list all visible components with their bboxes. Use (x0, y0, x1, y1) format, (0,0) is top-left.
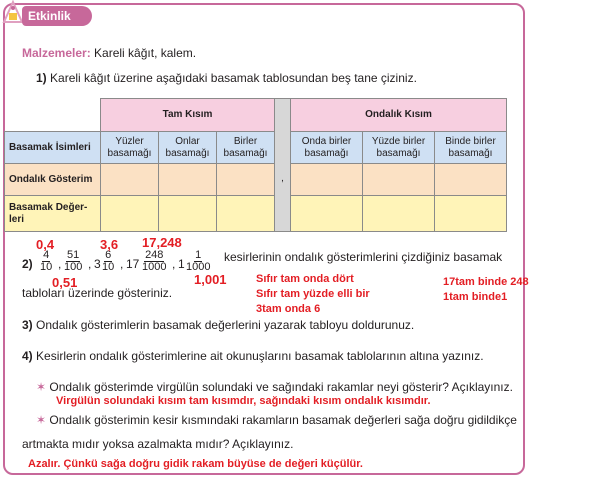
comma-column (275, 99, 291, 232)
hw-reading-4: 17tam binde 248 (443, 276, 529, 288)
hw-decimal-5: 1,001 (194, 272, 227, 287)
place-value-table (4, 98, 507, 232)
col-ones: Birler basamağı (217, 132, 275, 164)
materials-line (22, 46, 196, 60)
hw-answer-1: Virgülün solundaki kısım tam kısımdır, sağındaki kısım ondalık kısımdır. (56, 395, 431, 407)
col-hundredths: Yüzde birler basamağı (363, 132, 435, 164)
fraction-3-whole: 3 (94, 257, 101, 271)
item-2-text: kesirlerinin ondalık gösterimlerini çizdiğiniz basamak (224, 250, 503, 264)
item-2-text-line2: tabloları üzerinde gösteriniz. (22, 286, 173, 300)
cell[interactable] (159, 196, 217, 232)
fraction-3: $\frac{6}{10}$ (102, 249, 115, 273)
cell[interactable] (217, 196, 275, 232)
cell[interactable] (159, 164, 217, 196)
hw-decimal-3: 3,6 (100, 237, 119, 252)
cell[interactable] (363, 196, 435, 232)
star-icon: ✶ (36, 380, 47, 394)
item-1-text: Kareli kâğıt üzerine aşağıdaki basamak tablosundan beş tane çiziniz. (50, 71, 417, 85)
star-icon: ✶ (36, 413, 47, 427)
cell[interactable] (435, 164, 507, 196)
col-tenths: Onda birler basamağı (291, 132, 363, 164)
col-tens: Onlar basamağı (159, 132, 217, 164)
activity-logo-icon (2, 0, 24, 26)
fraction-4: $\frac{248}{1000}$ (142, 249, 167, 273)
question-1 (36, 380, 513, 394)
fraction-5-whole: 1 (178, 257, 185, 271)
cell[interactable] (363, 164, 435, 196)
cell[interactable] (291, 164, 363, 196)
hw-answer-2: Azalır. Çünkü sağa doğru gidik rakam büyüse de değeri küçülür. (28, 458, 363, 470)
item-4: 4) Kesirlerin ondalık gösterimlerine ait okunuşlarını basamak tablolarının altına yazınız. (22, 349, 484, 363)
group-whole-header: Tam Kısım (101, 99, 275, 132)
materials-text: Kareli kâğıt, kalem. (94, 46, 197, 60)
cell[interactable] (435, 196, 507, 232)
fraction-2: $\frac{51}{100}$ (64, 249, 83, 273)
item-1: 1) Kareli kâğıt üzerine aşağıdaki basamak tablosundan beş tane çiziniz. (36, 71, 417, 85)
col-thousandths: Binde birler basamağı (435, 132, 507, 164)
materials-label: Malzemeler: (22, 46, 91, 60)
row-label-values: Basamak Değer- leri (5, 196, 101, 232)
item-3: 3) Ondalık gösterimlerin basamak değerlerini yazarak tabloyu doldurunuz. (22, 318, 415, 332)
cell[interactable] (291, 196, 363, 232)
hw-reading-3: 3tam onda 6 (256, 303, 321, 315)
fraction-4-whole: 17 (126, 257, 140, 271)
question-2-text-line2: artmakta mıdır yoksa azalmakta mıdır? Açıklayınız. (22, 437, 294, 451)
fraction-1: $\frac{4}{10}$ (40, 249, 53, 273)
question-2-text: Ondalık gösterimin kesir kısmındaki rakamların basamak değerleri sağa doğru gidildikçe (49, 413, 517, 427)
comma-symbol: , (281, 172, 284, 184)
cell[interactable] (217, 164, 275, 196)
question-1-text: Ondalık gösterimde virgülün solundaki ve sağındaki rakamlar neyi gösterir? Açıklayınız. (49, 380, 513, 394)
hw-reading-2: Sıfır tam yüzde elli bir (256, 288, 370, 300)
row-label-decimal: Ondalık Gösterim (5, 164, 101, 196)
hw-decimal-1: 0,4 (36, 237, 55, 252)
group-decimal-header: Ondalık Kısım (291, 99, 507, 132)
activity-tab: Etkinlik (22, 6, 92, 26)
hw-reading-1: Sıfır tam onda dört (256, 273, 354, 285)
hw-decimal-4: 17,248 (142, 235, 182, 250)
hw-reading-5: 1tam binde1 (443, 291, 508, 303)
question-2 (36, 413, 517, 427)
item-4-text: Kesirlerin ondalık gösterimlerine ait okunuşlarını basamak tablolarının altına yazınız. (36, 349, 484, 363)
item-3-text: Ondalık gösterimlerin basamak değerlerini yazarak tabloyu doldurunuz. (36, 318, 415, 332)
item-2-number: 2) (22, 257, 33, 271)
col-hundreds: Yüzler basamağı (101, 132, 159, 164)
hw-decimal-2: 0,51 (52, 275, 78, 290)
fraction-5: $\frac{1}{1000}$ (186, 249, 211, 273)
row-label-names: Basamak İsimleri (5, 132, 101, 164)
cell[interactable] (101, 164, 159, 196)
cell[interactable] (101, 196, 159, 232)
